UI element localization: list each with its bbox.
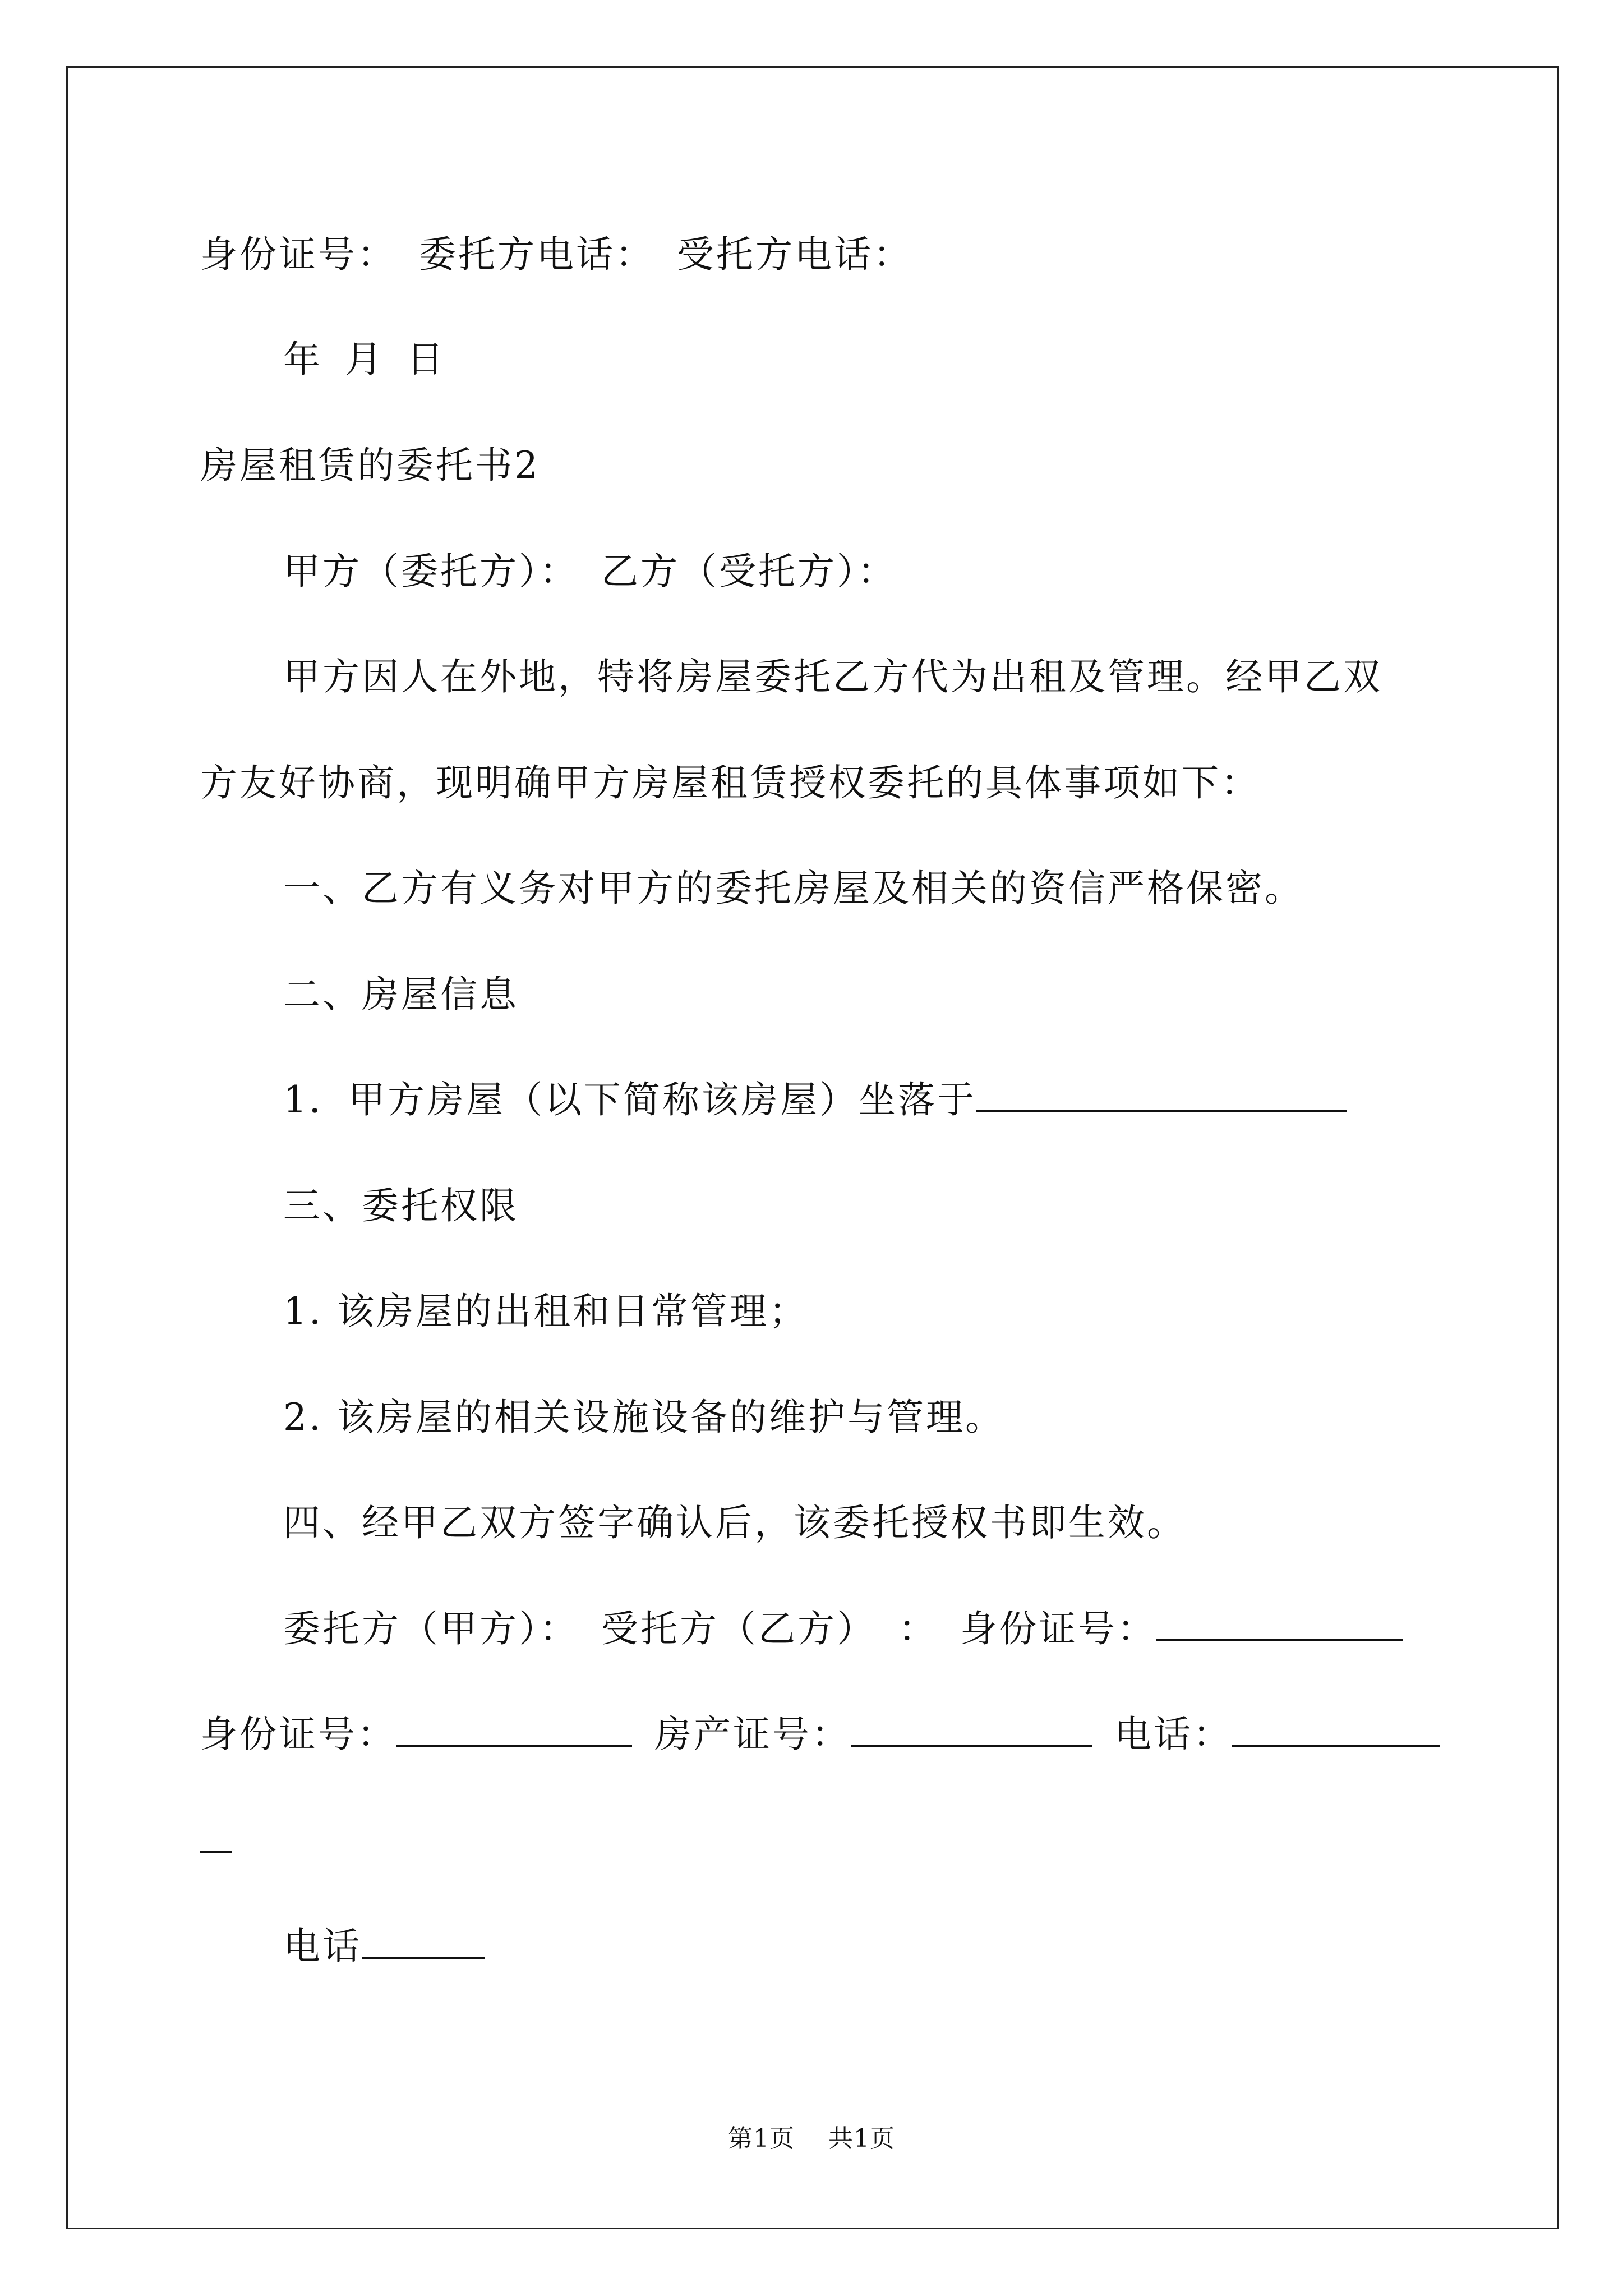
clause-2-heading: 二、房屋信息 — [283, 973, 519, 1016]
page-footer — [0, 2123, 1623, 2155]
paragraph-intro-2: 方友好协商，现明确甲方房屋租赁授权委托的具体事项如下： — [200, 761, 1260, 804]
section-title: 房屋租赁的委托书2 — [200, 444, 540, 487]
clause-3-heading: 三、委托权限 — [283, 1184, 519, 1227]
party-b-label: 乙方（受托方）： — [601, 550, 897, 593]
property-location-line — [283, 1078, 1347, 1122]
authority-item-1: 1. 该房屋的出租和日常管理； — [283, 1290, 808, 1333]
date-month: 月 — [345, 338, 384, 381]
agent-phone-label: 受托方电话： — [677, 233, 912, 276]
date-line — [283, 337, 446, 382]
phone-blank-continuation — [200, 1819, 232, 1853]
signature-line-1 — [283, 1607, 1403, 1651]
signature-line-2 — [200, 1712, 1440, 1757]
party-a-label: 甲方（委托方）： — [283, 550, 579, 593]
clause-4: 四、经甲乙双方签字确认后，该委托授权书即生效。 — [283, 1501, 1186, 1544]
client-party-label: 委托方（甲方）： — [283, 1607, 579, 1650]
deed-number-blank — [851, 1713, 1092, 1747]
paragraph-intro-1: 甲方因人在外地，特将房屋委托乙方代为出租及管理。经甲乙双 — [283, 655, 1382, 698]
colon-separator: ： — [898, 1607, 938, 1650]
page-total: 共1页 — [828, 2124, 895, 2153]
phone-line — [283, 1924, 485, 1969]
id-number-blank-2 — [396, 1713, 632, 1747]
client-phone-label: 委托方电话： — [419, 233, 654, 276]
id-number-blank-1 — [1156, 1608, 1403, 1641]
id-number-label-3: 身份证号： — [200, 1713, 396, 1756]
deed-number-label: 房产证号： — [654, 1713, 851, 1756]
id-number-label: 身份证号： — [200, 233, 396, 276]
clause-1: 一、乙方有义务对甲方的委托房屋及相关的资信严格保密。 — [283, 867, 1304, 910]
phone-blank-2 — [362, 1925, 485, 1959]
phone-label: 电话： — [1114, 1713, 1232, 1756]
line-id-phone — [200, 232, 912, 277]
date-day: 日 — [407, 338, 446, 381]
phone-blank — [1232, 1713, 1440, 1747]
phone-label-2: 电话 — [283, 1925, 362, 1968]
agent-party-label: 受托方（乙方） — [601, 1607, 876, 1650]
date-year: 年 — [283, 338, 322, 381]
authority-item-2: 2. 该房屋的相关设施设备的维护与管理。 — [283, 1396, 1004, 1439]
page-border — [66, 66, 1559, 2229]
property-location-label: 1．甲方房屋（以下简称该房屋）坐落于 — [283, 1078, 976, 1121]
id-number-label-2: 身份证号： — [960, 1607, 1156, 1650]
page-number: 第1页 — [728, 2124, 795, 2153]
parties-line — [283, 549, 897, 594]
wrapped-blank-line — [200, 1818, 232, 1863]
property-location-blank — [976, 1079, 1347, 1112]
